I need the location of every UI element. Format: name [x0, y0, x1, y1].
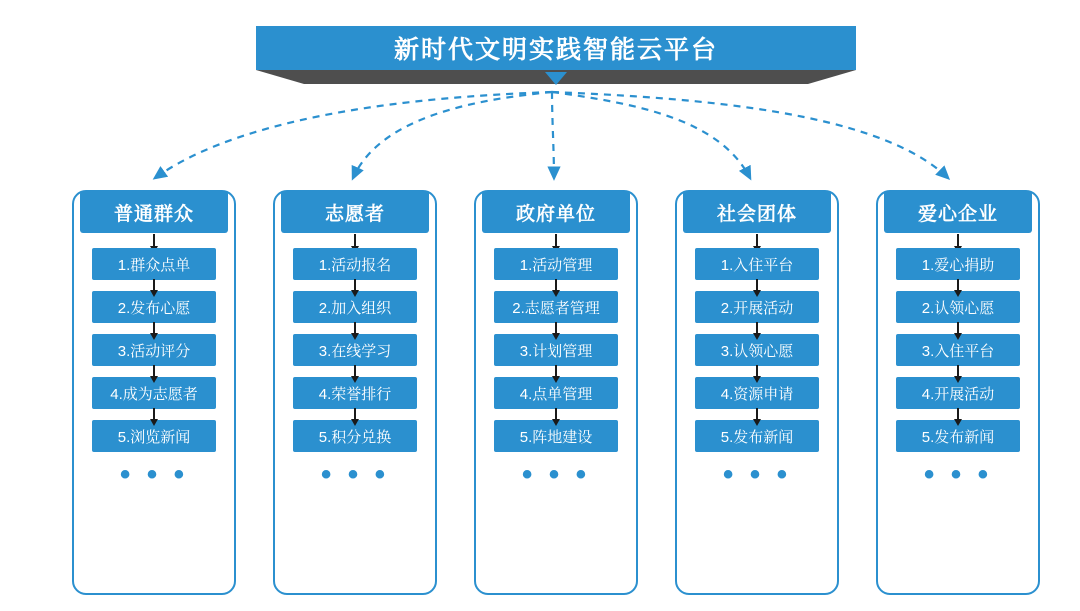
role-column-header-label: 爱心企业: [917, 203, 998, 225]
list-item-label: 1.群众点单: [117, 256, 191, 274]
role-column-items: [74, 248, 234, 491]
role-column-charity-enterprise[interactable]: [876, 190, 1040, 595]
header-connector-arrow-icon: [555, 234, 557, 248]
platform-title-text: 新时代文明实践智能云平台: [393, 36, 718, 64]
role-column-government-unit[interactable]: [474, 190, 638, 595]
more-items-ellipsis: • • •: [923, 458, 993, 491]
role-column-header[interactable]: [884, 191, 1032, 233]
platform-title-banner: [256, 26, 856, 70]
role-column-ordinary-public[interactable]: [72, 190, 236, 595]
more-items-ellipsis: • • •: [722, 458, 792, 491]
list-item-label: 4.开展活动: [921, 385, 995, 403]
title-caret-icon: [545, 72, 567, 85]
list-item-label: 5.发布新闻: [921, 428, 995, 446]
header-connector-arrow-icon: [153, 234, 155, 248]
role-column-header[interactable]: [80, 191, 228, 233]
list-item-label: 4.成为志愿者: [110, 385, 198, 403]
list-item-label: 1.活动报名: [318, 256, 392, 274]
list-item-label: 5.发布新闻: [720, 428, 794, 446]
header-connector-arrow-icon: [957, 234, 959, 248]
list-item-label: 2.开展活动: [720, 299, 794, 317]
more-items-ellipsis: • • •: [521, 458, 591, 491]
list-item[interactable]: [896, 248, 1020, 280]
list-item[interactable]: [293, 248, 417, 280]
more-items-ellipsis: • • •: [320, 458, 390, 491]
list-item-label: 3.入住平台: [921, 342, 995, 360]
list-item-label: 4.资源申请: [720, 385, 794, 403]
more-items-ellipsis: • • •: [119, 458, 189, 491]
list-item-label: 4.点单管理: [519, 385, 593, 403]
role-column-header[interactable]: [281, 191, 429, 233]
role-column-items: [275, 248, 435, 491]
list-item-label: 1.活动管理: [519, 256, 593, 274]
list-item-label: 3.计划管理: [519, 342, 593, 360]
role-column-header[interactable]: [482, 191, 630, 233]
role-column-items: [677, 248, 837, 491]
header-connector-arrow-icon: [756, 234, 758, 248]
role-column-header-label: 社会团体: [716, 203, 797, 225]
list-item-label: 5.阵地建设: [519, 428, 593, 446]
list-item[interactable]: [92, 248, 216, 280]
list-item-label: 2.认领心愿: [921, 299, 995, 317]
list-item[interactable]: [695, 248, 819, 280]
list-item-label: 3.在线学习: [318, 342, 392, 360]
header-connector-arrow-icon: [354, 234, 356, 248]
role-column-social-group[interactable]: [675, 190, 839, 595]
role-column-header-label: 志愿者: [324, 203, 385, 225]
list-item-label: 2.发布心愿: [117, 299, 191, 317]
list-item-label: 4.荣誉排行: [318, 385, 392, 403]
role-column-header[interactable]: [683, 191, 831, 233]
role-column-items: [878, 248, 1038, 491]
list-item-label: 5.浏览新闻: [117, 428, 191, 446]
list-item[interactable]: [494, 248, 618, 280]
list-item-label: 1.爱心捐助: [921, 256, 995, 274]
list-item-label: 5.积分兑换: [318, 428, 392, 446]
role-column-header-label: 政府单位: [515, 203, 596, 225]
list-item-label: 1.入住平台: [720, 256, 794, 274]
role-column-header-label: 普通群众: [113, 203, 194, 225]
list-item-label: 2.加入组织: [318, 299, 392, 317]
role-columns: [0, 190, 1080, 611]
list-item-label: 2.志愿者管理: [512, 299, 600, 317]
list-item-label: 3.认领心愿: [720, 342, 794, 360]
list-item-label: 3.活动评分: [117, 342, 191, 360]
role-column-items: [476, 248, 636, 491]
role-column-volunteer[interactable]: [273, 190, 437, 595]
